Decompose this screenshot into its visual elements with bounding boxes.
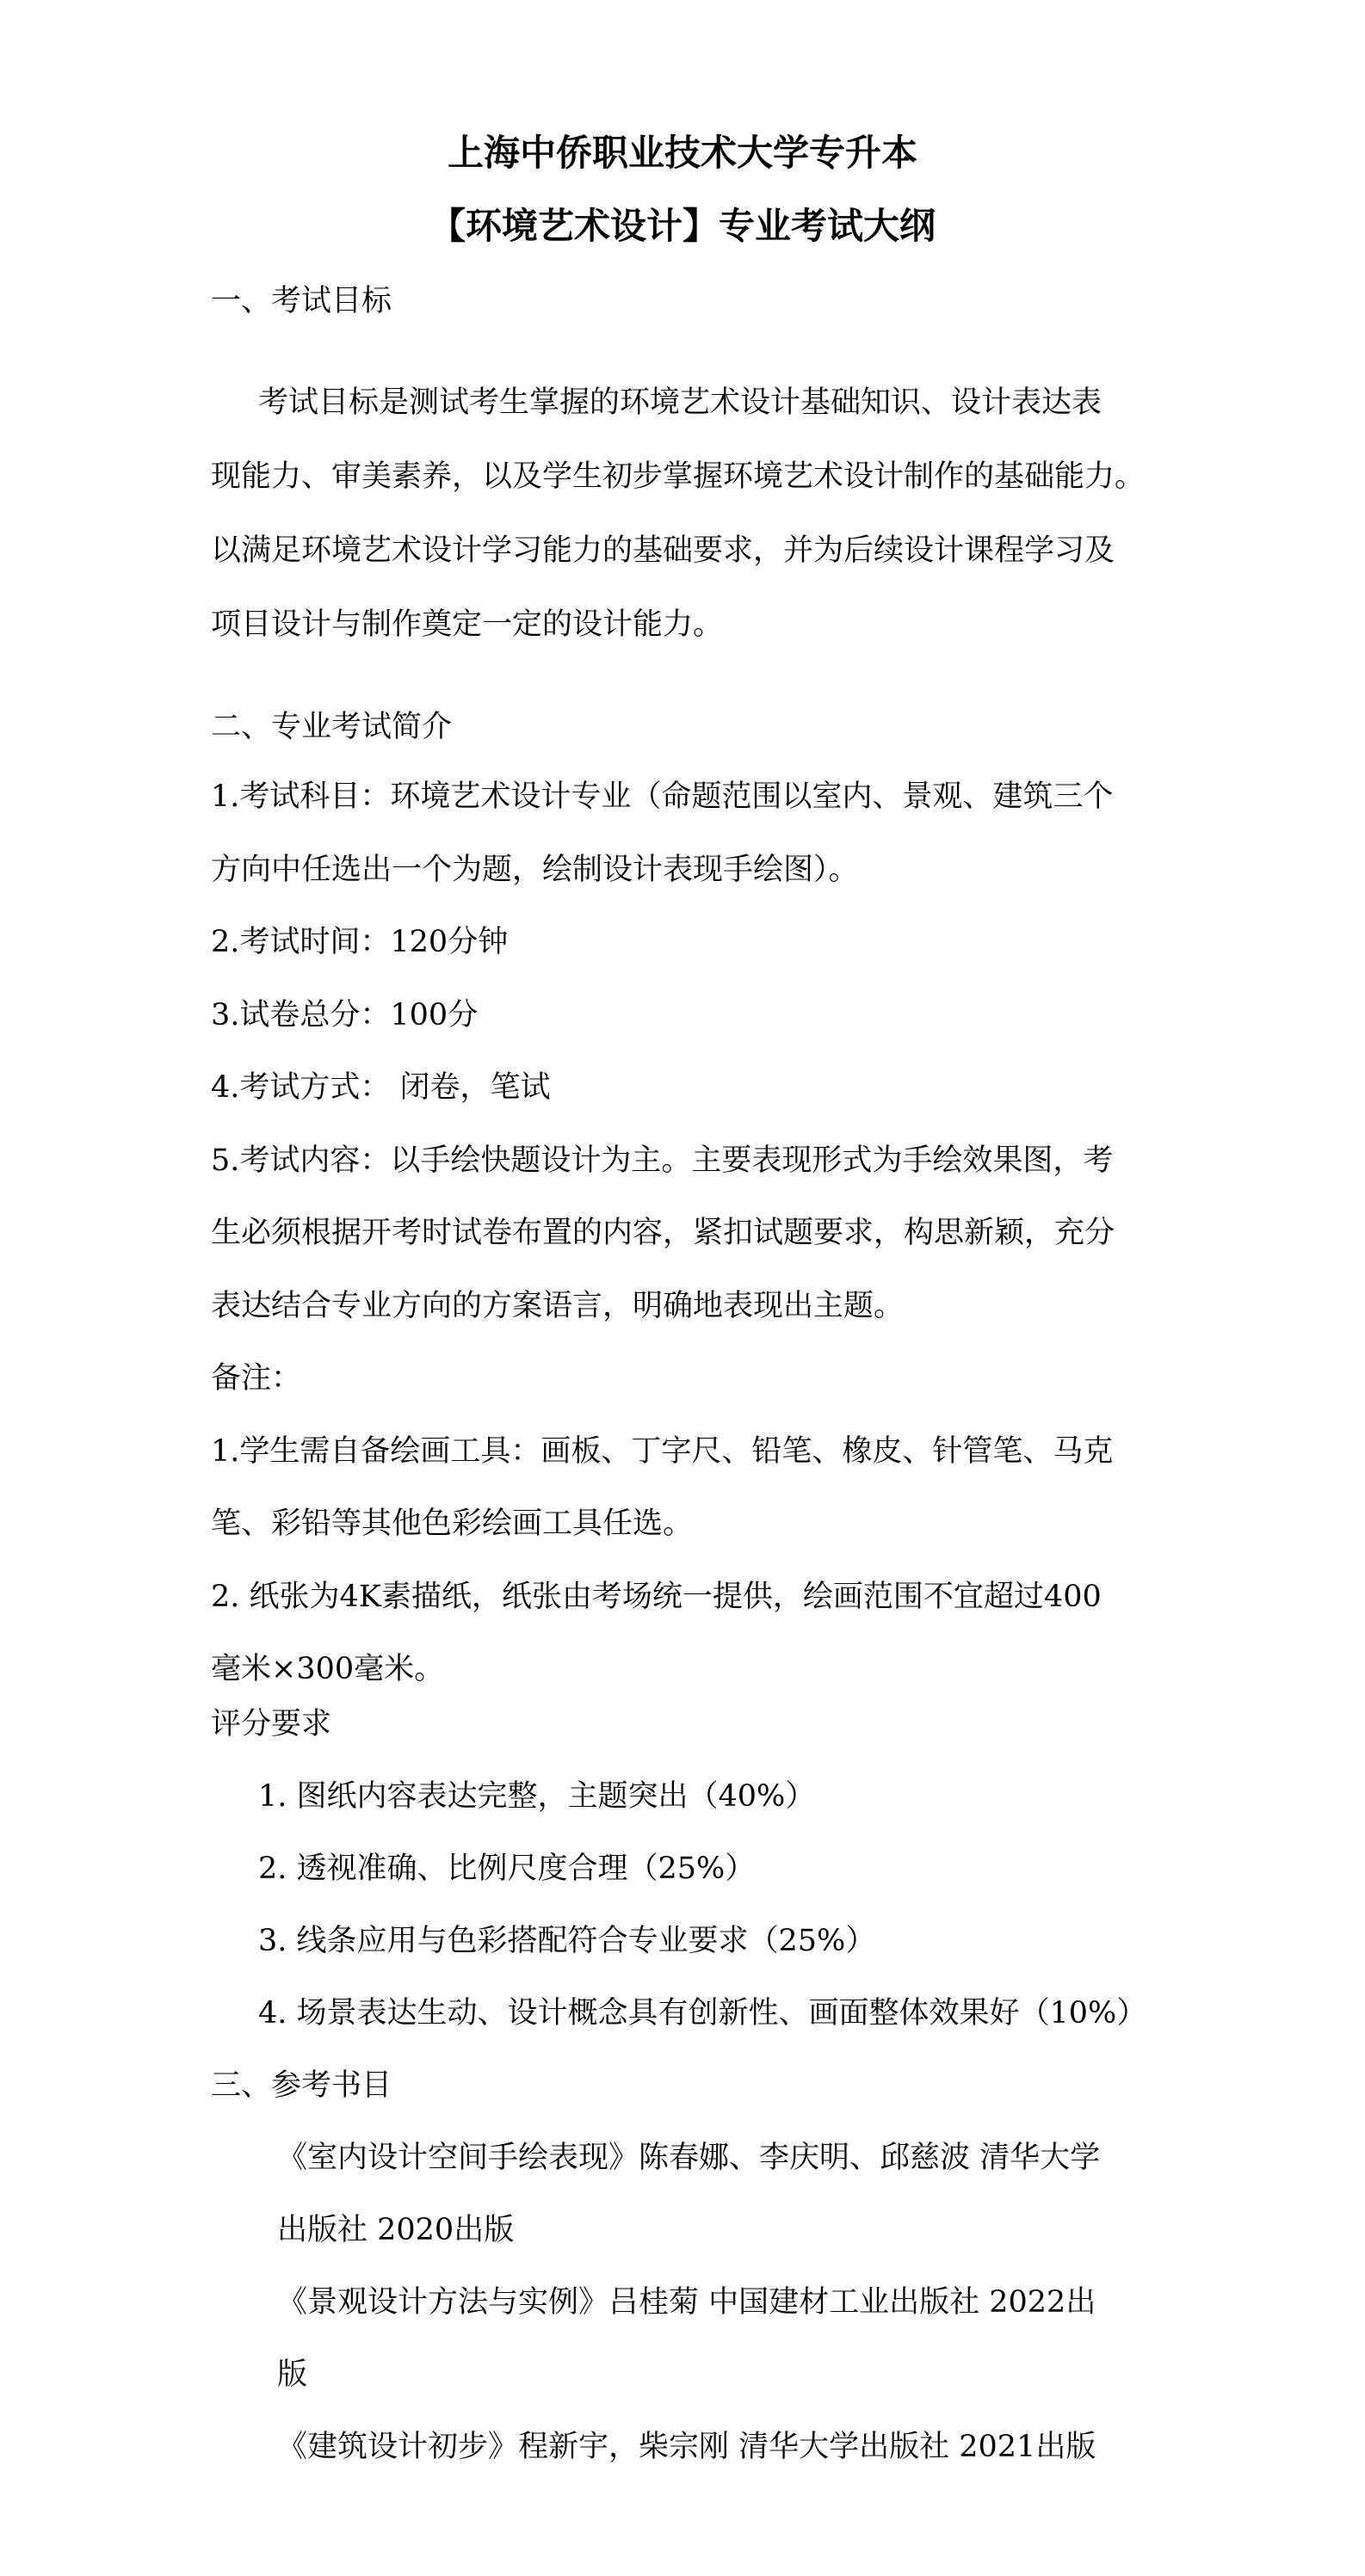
list-item: 4.考试方式： 闭卷，笔试	[211, 1070, 551, 1105]
paragraph-line: 项目设计与制作奠定一定的设计能力。	[211, 607, 724, 642]
note-item: 2. 纸张为4K素描纸，纸张由考场统一提供，绘画范围不宜超过400	[211, 1580, 1102, 1614]
section-heading-references: 三、参考书目	[211, 2068, 392, 2103]
list-item: 1.考试科目：环境艺术设计专业（命题范围以室内、景观、建筑三个	[211, 780, 1114, 814]
paragraph-line: 现能力、审美素养，以及学生初步掌握环境艺术设计制作的基础能力。	[211, 459, 1146, 494]
list-item: 方向中任选出一个为题，绘制设计表现手绘图）。	[211, 853, 859, 887]
reference-line: 《景观设计方法与实例》吕桂菊 中国建材工业出版社 2022出	[277, 2285, 1096, 2320]
scoring-item: 3. 线条应用与色彩搭配符合专业要求（25%）	[258, 1924, 876, 1958]
scoring-item: 4. 场景表达生动、设计概念具有创新性、画面整体效果好（10%）	[258, 1996, 1147, 2031]
list-item: 生必须根据开考时试卷布置的内容，紧扣试题要求，构思新颖，充分	[211, 1216, 1115, 1250]
note-item: 笔、彩铅等其他色彩绘画工具任选。	[211, 1507, 694, 1541]
scoring-item: 1. 图纸内容表达完整，主题突出（40%）	[258, 1779, 816, 1814]
reference-line: 出版社 2020出版	[277, 2213, 515, 2247]
list-item: 3.试卷总分：100分	[211, 998, 479, 1032]
reference-line: 版	[277, 2357, 308, 2392]
section-heading-exam-intro: 二、专业考试简介	[211, 710, 453, 744]
reference-line: 《建筑设计初步》程新宇，柴宗刚 清华大学出版社 2021出版	[277, 2430, 1096, 2464]
document-title: 上海中侨职业技术大学专升本	[447, 132, 917, 174]
note-label: 备注：	[211, 1361, 302, 1396]
section-heading-exam-goal: 一、考试目标	[211, 284, 392, 318]
document-subtitle: 【环境艺术设计】专业考试大纲	[429, 205, 936, 247]
reference-line: 《室内设计空间手绘表现》陈春娜、李庆明、邱慈波 清华大学	[277, 2141, 1101, 2175]
paragraph-line: 考试目标是测试考生掌握的环境艺术设计基础知识、设计表达表	[258, 385, 1102, 420]
scoring-label: 评分要求	[211, 1707, 332, 1741]
note-item: 1.学生需自备绘画工具：画板、丁字尺、铅笔、橡皮、针管笔、马克	[211, 1434, 1114, 1469]
paragraph-line: 以满足环境艺术设计学习能力的基础要求，并为后续设计课程学习及	[211, 533, 1115, 568]
scoring-item: 2. 透视准确、比例尺度合理（25%）	[258, 1852, 756, 1886]
list-item: 表达结合专业方向的方案语言，明确地表现出主题。	[211, 1289, 905, 1323]
list-item: 5.考试内容：以手绘快题设计为主。主要表现形式为手绘效果图，考	[211, 1143, 1114, 1178]
list-item: 2.考试时间：120分钟	[211, 925, 509, 959]
note-item: 毫米×300毫米。	[211, 1652, 445, 1686]
